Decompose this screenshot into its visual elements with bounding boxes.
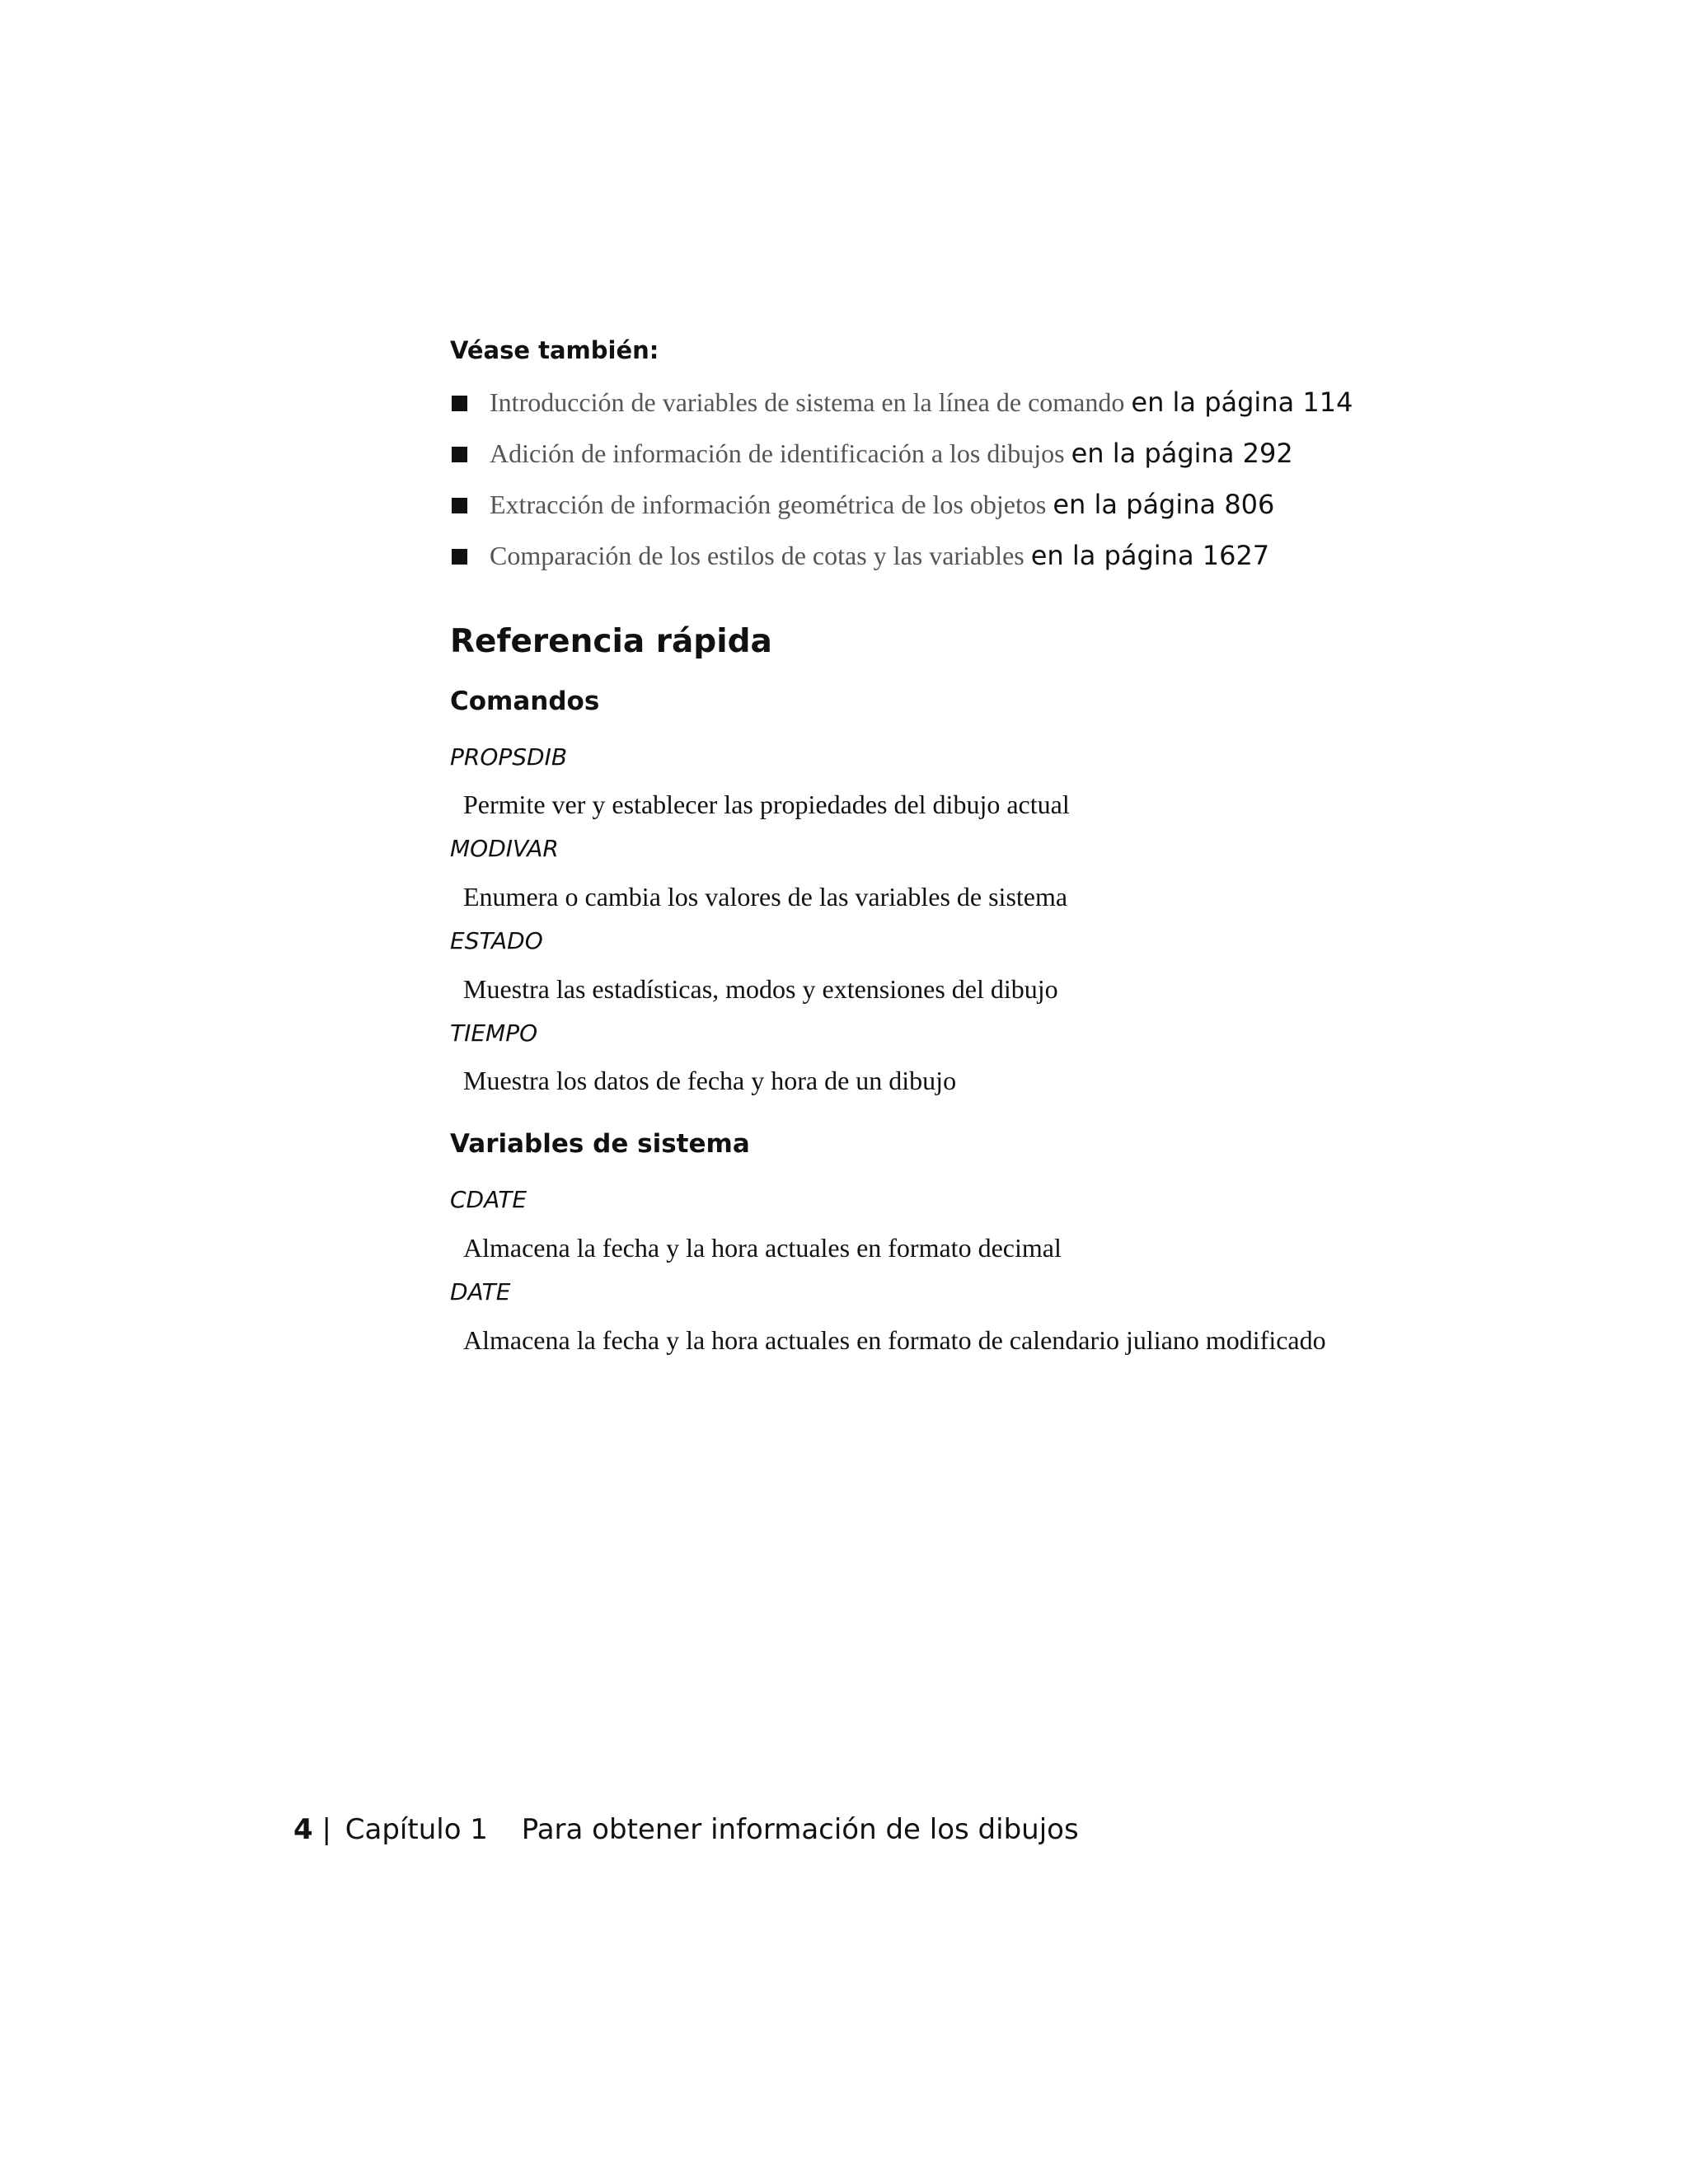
command-description: Muestra las estadísticas, modos y extensiones del dibujo [463, 973, 1058, 1004]
square-bullet-icon [452, 549, 467, 565]
variable-name: CDATE [450, 1186, 528, 1214]
see-also-item [450, 489, 1357, 520]
see-also-link[interactable]: Comparación de los estilos de cotas y las variables [490, 540, 1025, 570]
square-bullet-icon [452, 447, 467, 462]
see-also-item [450, 438, 1357, 469]
page-number: 4 [293, 1813, 313, 1846]
variable-description: Almacena la fecha y la hora actuales en formato decimal [463, 1232, 1062, 1263]
variable-description: Almacena la fecha y la hora actuales en formato de calendario juliano modificado [463, 1324, 1326, 1355]
command-name: ESTADO [450, 926, 543, 954]
system-variables-heading: Variables de sistema [450, 1129, 750, 1160]
square-bullet-icon [452, 498, 467, 513]
page-content [450, 336, 1357, 1371]
page-reference: en la página 1627 [1030, 539, 1270, 571]
see-also-item [450, 540, 1357, 571]
command-name: MODIVAR [450, 835, 559, 863]
variable-name: DATE [450, 1277, 511, 1305]
commands-heading: Comandos [450, 686, 600, 716]
footer-separator: | [321, 1813, 331, 1846]
page-reference: en la página 292 [1071, 437, 1293, 469]
see-also-item [450, 387, 1357, 418]
command-name: TIEMPO [450, 1019, 538, 1047]
chapter-title: Para obtener información de los dibujos [521, 1813, 1079, 1846]
command-description: Permite ver y establecer las propiedades del dibujo actual [463, 790, 1070, 820]
page-footer [293, 1813, 1079, 1847]
command-name: PROPSDIB [450, 743, 568, 771]
command-description: Muestra los datos de fecha y hora de un dibujo [463, 1066, 957, 1096]
quick-reference-heading: Referencia rápida [450, 622, 772, 660]
see-also-heading: Véase también: [450, 336, 659, 364]
page-reference: en la página 806 [1053, 488, 1275, 520]
see-also-list [450, 387, 1357, 571]
page-reference: en la página 114 [1131, 386, 1353, 418]
square-bullet-icon [452, 396, 467, 411]
chapter-label: Capítulo 1 [345, 1813, 488, 1846]
see-also-link[interactable]: Adición de información de identificación a los dibujos [490, 438, 1065, 468]
see-also-link[interactable]: Extracción de información geométrica de los objetos [490, 489, 1047, 519]
see-also-link[interactable]: Introducción de variables de sistema en la línea de comando [490, 387, 1125, 417]
command-description: Enumera o cambia los valores de las variables de sistema [463, 881, 1068, 912]
